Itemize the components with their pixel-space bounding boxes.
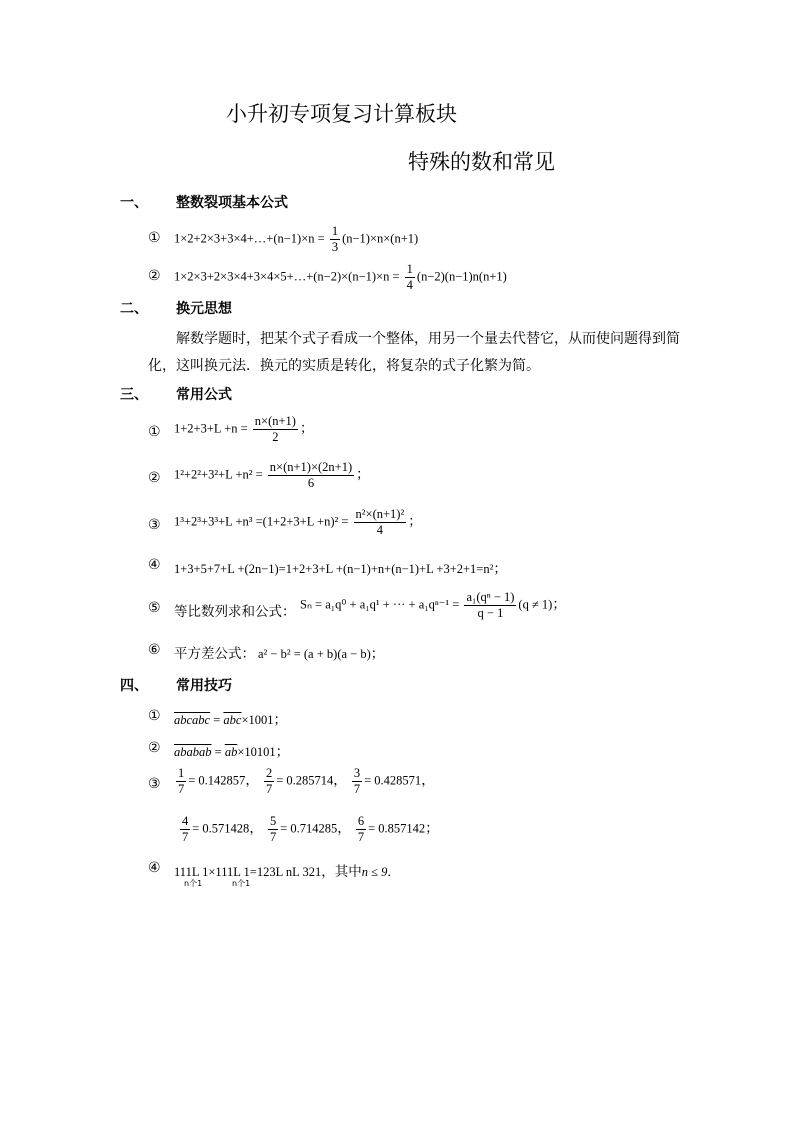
fraction-numerator: n×(n+1) [254, 414, 296, 428]
cube-sum-fraction [354, 507, 407, 538]
cube-sum-formula [174, 507, 422, 538]
fraction-numerator: 3 [353, 766, 361, 780]
fraction-denominator: q − 1 [477, 606, 504, 620]
comma: ， [337, 820, 351, 837]
fraction-1-7 [176, 766, 186, 797]
fraction-one-fourth [405, 262, 415, 293]
section-title-3: 常用公式 [176, 387, 232, 403]
square-sum-fraction [268, 460, 354, 491]
fraction-numerator: 2 [265, 766, 273, 780]
odd-sum-text: 1+3+5+7+L +(2n−1)=1+2+3+L +(n−1)+n+(n−1)+L +3+2+1=n² [174, 562, 494, 576]
marker-3: ③ [148, 776, 161, 792]
fraction-5-7 [268, 814, 278, 845]
comma: ， [421, 772, 435, 789]
fraction-numerator: 1 [406, 262, 413, 276]
square-sum-left: 1²+2²+3²+L +n² = [174, 467, 263, 482]
substitution-line-2: 化，这叫换元法．换元的实质是转化，将复杂的式子化繁为简。 [148, 358, 540, 374]
trick-2-rest: ×10101 [237, 745, 276, 759]
overline-ab: $\overline{ab}$ [224, 745, 238, 759]
repeating-decimals-row-2 [178, 814, 439, 845]
marker-2: ② [148, 470, 161, 486]
sum-formula-fraction [253, 414, 298, 445]
trick-4-ones-a: 111L 1 [174, 865, 209, 879]
square-diff-text: a² − b² = (a + b)(a − b) [258, 647, 371, 661]
decimal-1-7: = 0.142857 [188, 773, 246, 788]
cube-sum-left: 1³+2³+3³+L +n³ =(1+2+3+L +n)² = [174, 514, 349, 529]
overline-ababab: ababab [174, 745, 212, 759]
fraction-denominator: 3 [331, 240, 339, 254]
marker-2: ② [148, 740, 161, 756]
fraction-denominator: 7 [178, 782, 185, 796]
overline-abc: $\overline{abc}$ [223, 713, 242, 727]
split-formula-2-left: 1×2×3+2×3×4+3×4×5+…+(n−2)×(n−1)×n = [174, 269, 400, 284]
marker-5: ⑤ [148, 600, 161, 616]
decimal-5-7: = 0.714285 [280, 821, 338, 836]
decimal-4-7: = 0.571428 [192, 821, 250, 836]
fraction-denominator: 4 [376, 523, 383, 537]
fraction-one-third [330, 224, 340, 255]
fraction-numerator: 4 [182, 814, 189, 828]
split-formula-1-left: 1×2+2×3+3×4+…+(n−1)×n = [174, 231, 325, 246]
fraction-numerator: 6 [357, 814, 365, 828]
ones-count-label-a: n个1 [184, 879, 203, 888]
equals: = [210, 713, 224, 727]
marker-2: ② [148, 268, 161, 284]
geometric-formula [300, 590, 566, 621]
substitution-line-1: 解数学题时，把某个式子看成一个整体，用另一个量去代替它，从而使问题得到简 [176, 331, 680, 347]
decimal-3-7: = 0.428571 [364, 773, 422, 788]
trick-4 [174, 860, 400, 880]
fraction-denominator: 4 [406, 278, 413, 292]
decimal-6-7: = 0.857142 [368, 821, 426, 836]
semicolon: ； [299, 420, 314, 437]
trick-2 [174, 740, 289, 760]
trick-1-rest: ×1001 [241, 713, 274, 727]
section-title-1: 整数裂项基本公式 [176, 195, 288, 211]
fraction-2-7 [264, 766, 274, 797]
marker-6: ⑥ [148, 642, 161, 658]
repeating-decimals-row-1 [174, 766, 435, 797]
fraction-numerator: 5 [269, 814, 277, 828]
geometric-left: Sₙ = a₁q⁰ + a₁q¹ + ··· + a₁qⁿ⁻¹ = [300, 597, 460, 612]
square-diff-formula [258, 642, 384, 662]
semicolon: ； [273, 712, 288, 728]
document-subtitle: 特殊的数和常见 [408, 150, 555, 174]
fraction-denominator: 7 [357, 830, 365, 844]
fraction-denominator: 6 [307, 476, 315, 490]
comma: ， [245, 772, 259, 789]
section-title-2: 换元思想 [176, 301, 232, 317]
split-formula-2-right: (n−2)(n−1)n(n+1) [416, 269, 507, 284]
geometric-fraction [464, 590, 516, 621]
split-formula-2 [174, 262, 507, 293]
split-formula-1-right: (n−1)×n×(n+1) [342, 231, 419, 246]
fraction-6-7 [356, 814, 366, 845]
fraction-denominator: 7 [269, 830, 277, 844]
split-formula-1 [174, 224, 418, 255]
fraction-4-7 [180, 814, 190, 845]
comma: ， [249, 820, 263, 837]
trick-4-ones-b: ×111L 1 [208, 865, 250, 879]
fraction-numerator: a₁(qⁿ − 1) [466, 590, 515, 604]
trick-4-result: =123L nL 321 [249, 865, 322, 879]
fraction-denominator: 7 [182, 830, 189, 844]
ones-count-label-b: n个1 [232, 879, 251, 888]
section-number-1: 一、 [120, 195, 148, 211]
section-number-2: 二、 [120, 301, 148, 317]
fraction-denominator: 7 [353, 782, 361, 796]
fraction-denominator: 2 [272, 430, 279, 444]
fraction-numerator: n²×(n+1)² [355, 507, 405, 521]
fraction-numerator: 1 [178, 766, 185, 780]
semicolon: ； [408, 513, 422, 530]
marker-1: ① [148, 230, 161, 246]
comma: ， [333, 772, 347, 789]
sum-formula-left: 1+2+3+L +n = [174, 421, 248, 436]
semicolon: ； [493, 561, 507, 577]
semicolon: ； [425, 820, 439, 837]
marker-1: ① [148, 708, 161, 724]
section-title-4: 常用技巧 [176, 678, 232, 694]
marker-4: ④ [148, 557, 161, 573]
semicolon: ； [552, 596, 566, 613]
marker-3: ③ [148, 517, 161, 533]
period: ． [387, 865, 400, 879]
equals: = [211, 745, 225, 759]
square-sum-formula [174, 460, 370, 491]
sum-formula [174, 414, 313, 445]
section-number-3: 三、 [120, 387, 148, 403]
where-label: ，其中 [321, 864, 362, 880]
odd-sum-formula [174, 557, 507, 577]
document-title: 小升初专项复习计算板块 [226, 102, 457, 126]
decimal-2-7: = 0.285714 [276, 773, 334, 788]
semicolon: ； [356, 466, 370, 483]
geometric-label: 等比数列求和公式： [174, 604, 296, 620]
marker-4: ④ [148, 860, 161, 876]
semicolon: ； [275, 744, 290, 760]
fraction-3-7 [352, 766, 362, 797]
section-number-4: 四、 [120, 678, 148, 694]
trick-1 [174, 708, 287, 728]
fraction-numerator: 1 [331, 224, 339, 238]
trick-4-condition: n ≤ 9 [361, 865, 388, 879]
square-diff-label: 平方差公式： [174, 646, 255, 662]
marker-1: ① [148, 424, 161, 440]
geometric-condition: (q ≠ 1) [518, 597, 553, 612]
semicolon: ； [370, 646, 385, 662]
overline-abcabc: abcabc [174, 713, 211, 727]
fraction-denominator: 7 [265, 782, 273, 796]
fraction-numerator: n×(n+1)×(2n+1) [269, 460, 353, 474]
